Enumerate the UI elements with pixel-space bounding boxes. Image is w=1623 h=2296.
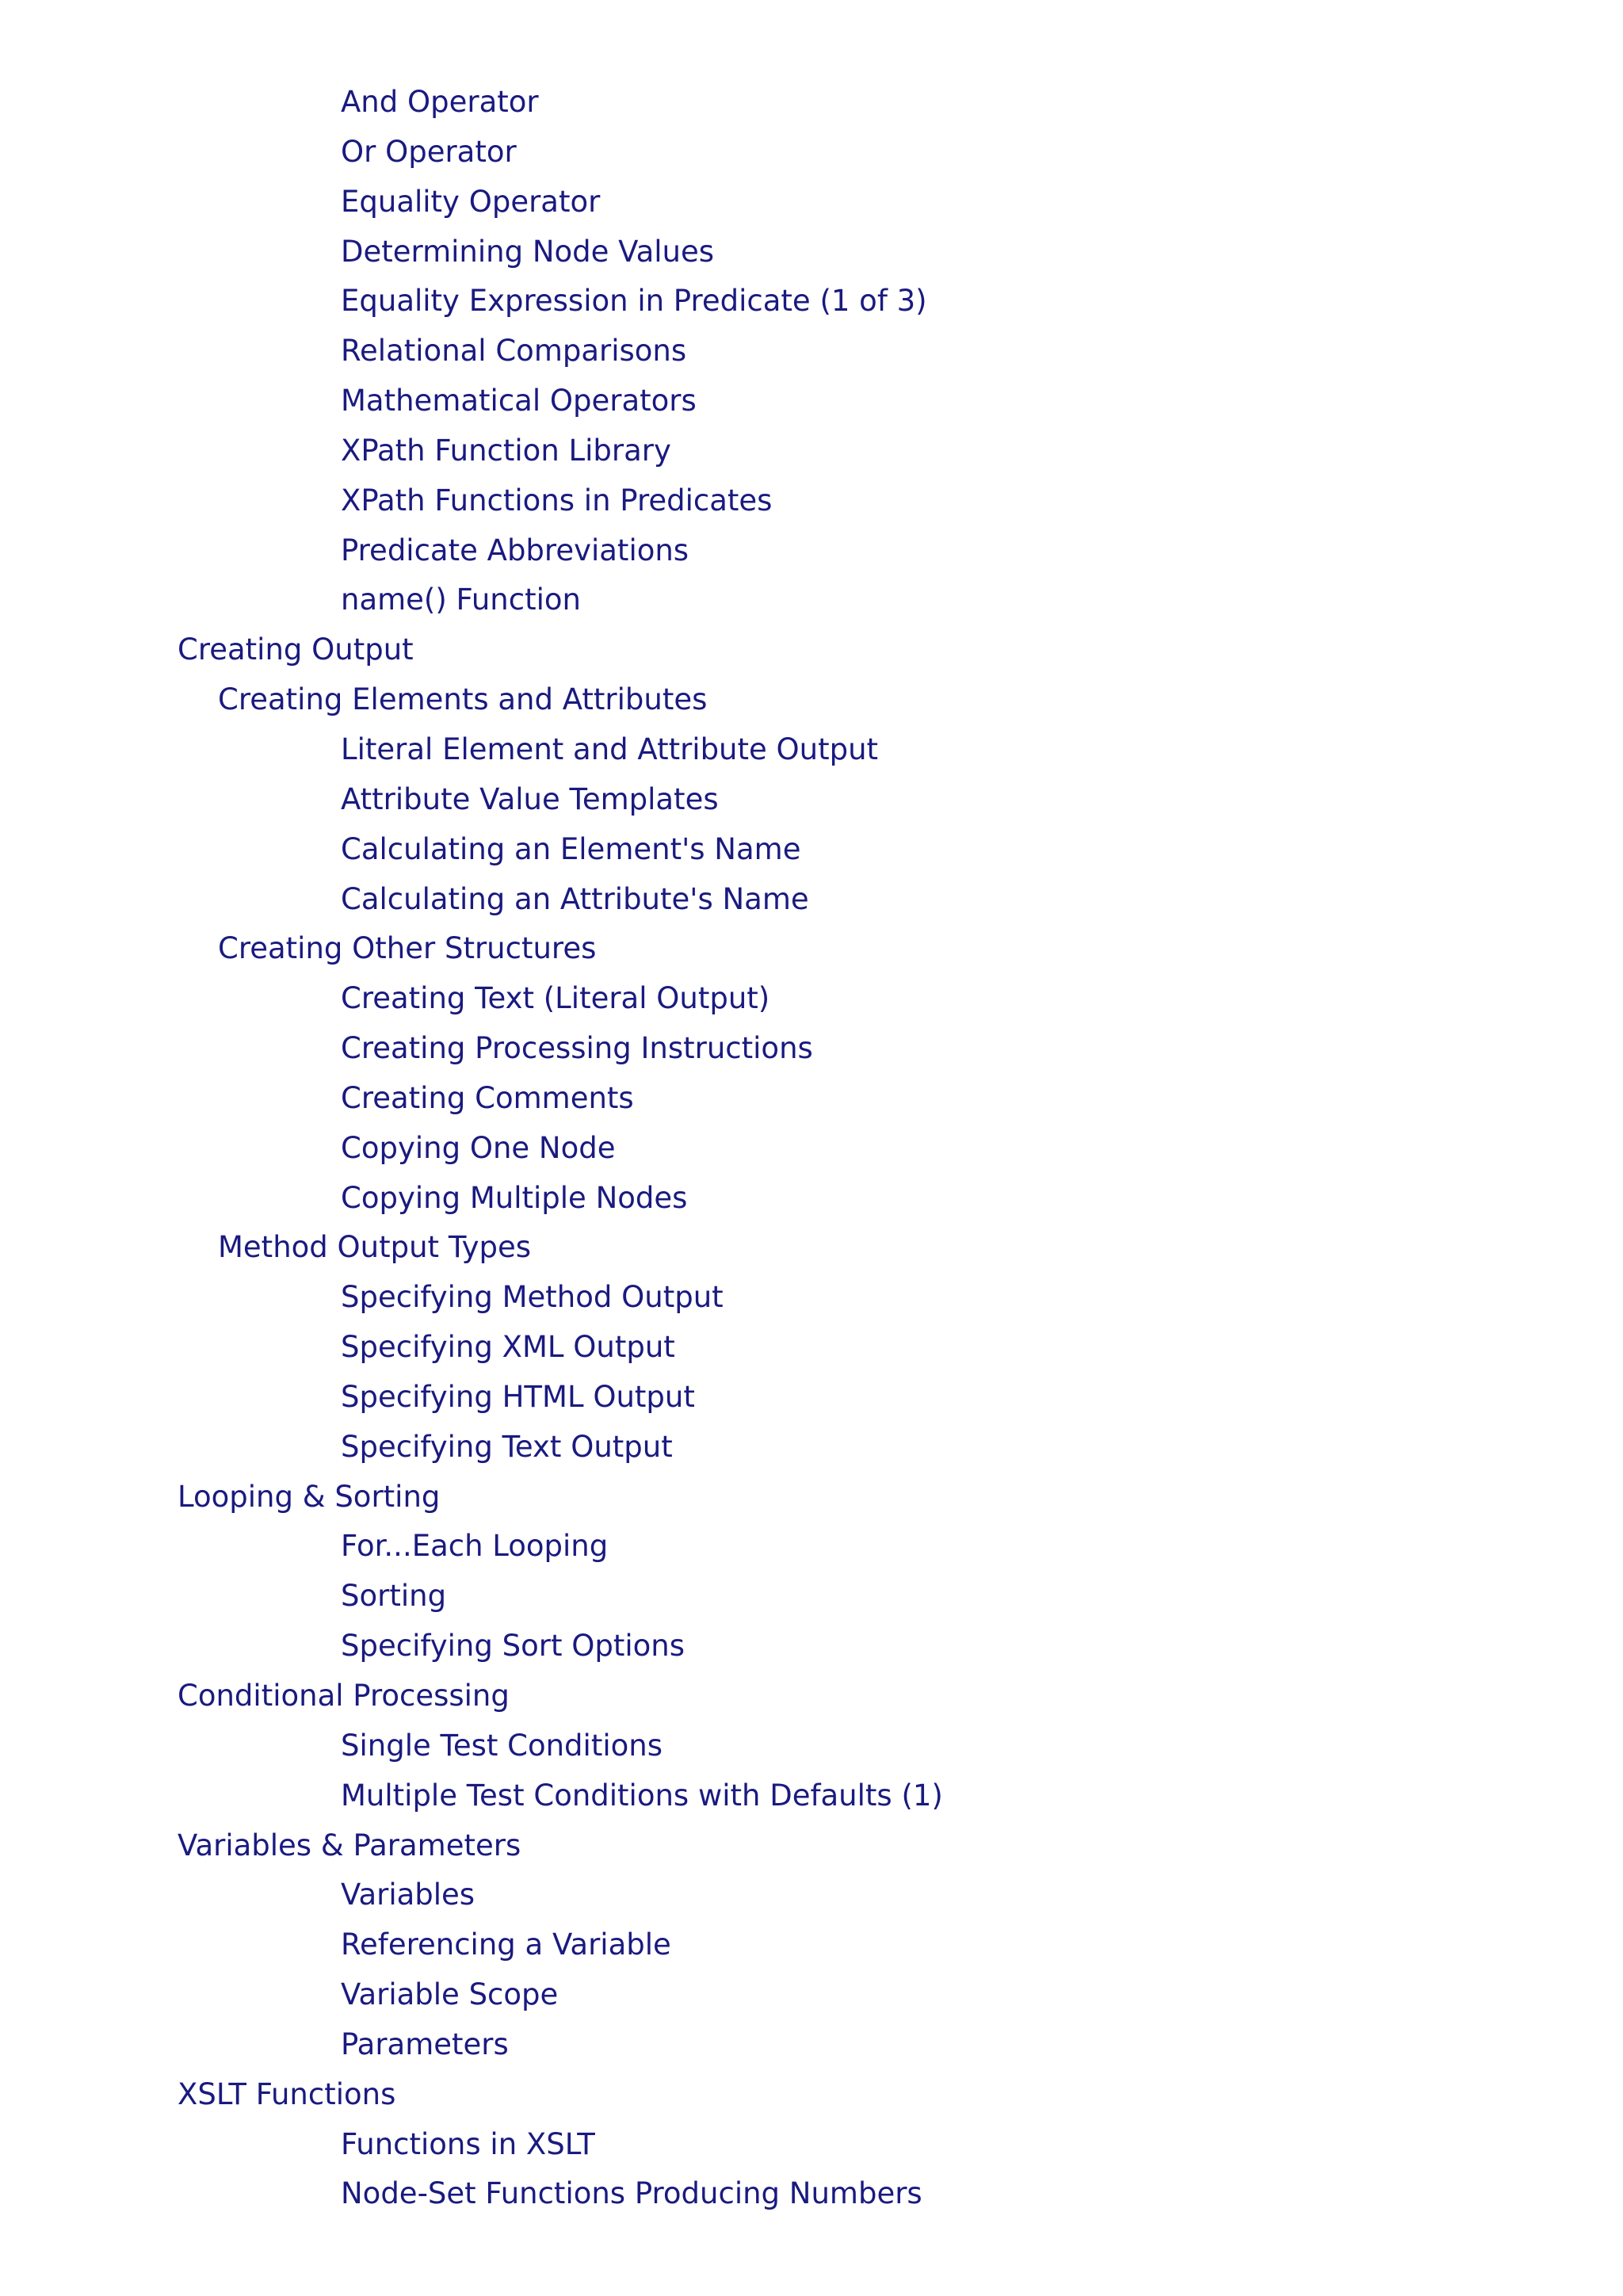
toc-link[interactable]: Variables & Parameters: [178, 1828, 521, 1862]
toc-link[interactable]: Method Output Types: [218, 1230, 532, 1265]
toc-link[interactable]: Creating Text (Literal Output): [341, 981, 770, 1016]
toc-link[interactable]: Determining Node Values: [341, 234, 715, 269]
toc-link[interactable]: Attribute Value Templates: [341, 781, 719, 816]
toc-link[interactable]: Creating Comments: [341, 1080, 634, 1115]
toc-link[interactable]: Relational Comparisons: [341, 334, 687, 369]
toc-link[interactable]: Single Test Conditions: [341, 1728, 663, 1763]
toc-link[interactable]: Specifying Sort Options: [341, 1629, 685, 1664]
toc-link[interactable]: Equality Expression in Predicate (1 of 3): [341, 284, 927, 319]
toc-link[interactable]: XSLT Functions: [178, 2076, 396, 2111]
toc-link[interactable]: Copying Multiple Nodes: [341, 1180, 688, 1215]
toc-link[interactable]: Calculating an Element's Name: [341, 831, 801, 866]
toc-link[interactable]: Specifying XML Output: [341, 1330, 675, 1365]
toc-link[interactable]: Or Operator: [341, 134, 517, 169]
toc-link[interactable]: Specifying HTML Output: [341, 1379, 695, 1414]
toc-link[interactable]: Functions in XSLT: [341, 2126, 595, 2161]
toc-link[interactable]: Variable Scope: [341, 1977, 559, 2012]
toc-link[interactable]: Variables: [341, 1878, 475, 1912]
toc-link[interactable]: Literal Element and Attribute Output: [341, 732, 879, 766]
toc-link[interactable]: Calculating an Attribute's Name: [341, 881, 809, 916]
toc-link[interactable]: Predicate Abbreviations: [341, 533, 689, 567]
table-of-contents: [0, 78, 1623, 2219]
toc-link[interactable]: And Operator: [341, 85, 539, 119]
toc-link[interactable]: Sorting: [341, 1579, 447, 1614]
toc-link[interactable]: Creating Processing Instructions: [341, 1031, 813, 1066]
toc-link[interactable]: Copying One Node: [341, 1130, 616, 1165]
toc-link[interactable]: Conditional Processing: [178, 1679, 510, 1713]
toc-link[interactable]: name() Function: [341, 583, 581, 617]
toc-link[interactable]: Creating Output: [178, 632, 414, 667]
toc-link[interactable]: Creating Other Structures: [218, 931, 597, 966]
toc-link[interactable]: Multiple Test Conditions with Defaults (1): [341, 1778, 943, 1813]
toc-link[interactable]: XPath Functions in Predicates: [341, 483, 773, 518]
toc-link[interactable]: Mathematical Operators: [341, 384, 697, 418]
toc-link[interactable]: Looping & Sorting: [178, 1479, 441, 1514]
toc-link[interactable]: Creating Elements and Attributes: [218, 682, 708, 717]
toc-link[interactable]: Parameters: [341, 2027, 509, 2061]
toc-link[interactable]: Referencing a Variable: [341, 1927, 671, 1962]
toc-link[interactable]: For...Each Looping: [341, 1529, 609, 1564]
toc-link[interactable]: Node-Set Functions Producing Numbers: [341, 2176, 922, 2211]
toc-link[interactable]: Specifying Text Output: [341, 1429, 673, 1464]
toc-link[interactable]: Specifying Method Output: [341, 1280, 724, 1315]
toc-link[interactable]: XPath Function Library: [341, 433, 671, 468]
toc-link[interactable]: Equality Operator: [341, 184, 601, 219]
